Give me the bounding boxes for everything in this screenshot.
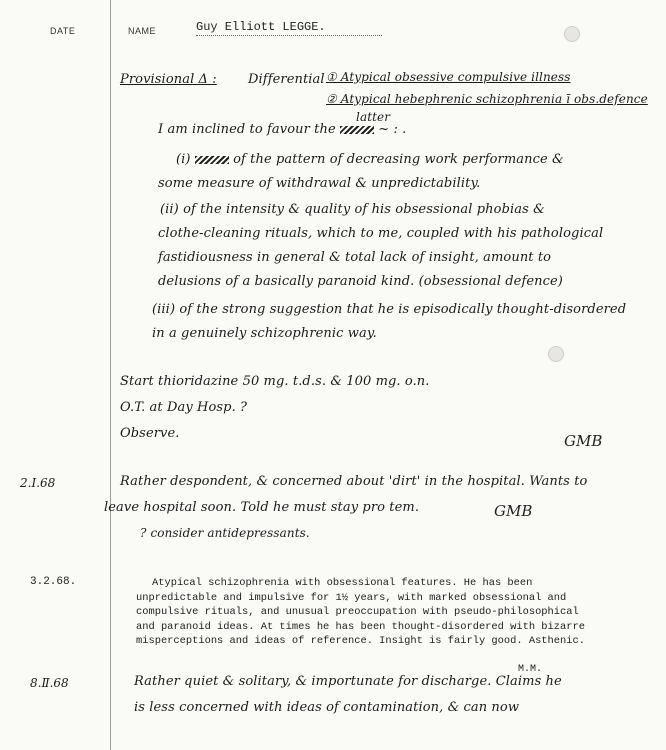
reason-2-line-4: delusions of a basically paranoid kind. (obsessional defence) xyxy=(158,274,563,289)
reason-3-line-1: (iii) of the strong suggestion that he is episodically thought-disordered xyxy=(152,302,627,317)
differential-option-1: ① Atypical obsessive compulsive illness xyxy=(326,70,571,84)
entry-2-line-2: leave hospital soon. Told he must stay pro tem. xyxy=(104,500,420,515)
reason-2-line-2: clothe-cleaning rituals, which to me, coupled with his pathological xyxy=(158,226,604,241)
provisional-diagnosis-label: Provisional Δ : xyxy=(120,72,217,87)
crossed-out-word xyxy=(340,126,374,134)
reason-1-line-1 xyxy=(176,152,564,167)
margin-rule xyxy=(110,0,111,750)
plan-line-1: Start thioridazine 50 mg. t.d.s. & 100 mg. o.n. xyxy=(120,374,430,389)
differential-option-2: ② Atypical hebephrenic schizophrenia ī obs.defence xyxy=(326,92,648,106)
plan-line-3: Observe. xyxy=(120,426,180,441)
typed-line: misperceptions and ideas of reference. Insight is fairly good. Asthenic. xyxy=(136,635,585,648)
typed-line: unpredictable and impulsive for 1½ years, with marked obsessional and xyxy=(136,591,567,604)
reason-1-numeral: (i) xyxy=(176,152,191,167)
plan-line-2: O.T. at Day Hosp. ? xyxy=(120,400,248,415)
inclined-text xyxy=(158,122,406,137)
reason-2-line-1: (ii) of the intensity & quality of his obsessional phobias & xyxy=(160,202,545,217)
punch-hole xyxy=(548,346,564,362)
entry-date: 8.Ⅱ.68 xyxy=(30,676,69,690)
typed-summary xyxy=(136,576,616,649)
date-column-label: DATE xyxy=(50,26,76,36)
crossed-out-word xyxy=(195,156,229,164)
reason-3-line-2: in a genuinely schizophrenic way. xyxy=(152,326,377,341)
reason-2-line-3: fastidiousness in general & total lack of insight, amount to xyxy=(158,250,552,265)
entry-4-line-2: is less concerned with ideas of contamination, & can now xyxy=(134,700,520,715)
reason-1-line-2: some measure of withdrawal & unpredictability. xyxy=(158,176,481,191)
inclined-text-main: I am inclined to favour the xyxy=(158,122,336,137)
typed-line: compulsive rituals, and unusual preoccupation with pseudo-philosophical xyxy=(136,606,579,619)
entry-date: 3.2.68. xyxy=(30,576,77,588)
signature-initials: GMB xyxy=(494,502,533,520)
reason-1-text: of the pattern of decreasing work performance & xyxy=(233,152,564,167)
entry-2-line-1: Rather despondent, & concerned about 'dirt' in the hospital. Wants to xyxy=(120,474,588,489)
inserted-word-latter: latter xyxy=(356,110,391,124)
typed-line: Atypical schizophrenia with obsessional features. He has been xyxy=(152,577,533,589)
name-label: NAME xyxy=(128,26,157,36)
entry-date: 2.Ⅰ.68 xyxy=(20,476,56,490)
differential-label: Differential xyxy=(248,72,325,87)
entry-4-line-1: Rather quiet & solitary, & importunate for discharge. Claims he xyxy=(134,674,562,689)
patient-name: Guy Elliott LEGGE. xyxy=(196,20,382,36)
signature-initials: GMB xyxy=(564,432,603,450)
inclined-text-end: ~ : . xyxy=(378,122,407,137)
entry-2-line-3: ? consider antidepressants. xyxy=(140,526,310,540)
typed-line: and paranoid ideas. At times he has been thought-disordered with bizarre xyxy=(136,620,585,633)
punch-hole xyxy=(564,26,580,42)
typed-initials: M.M. xyxy=(518,664,543,675)
